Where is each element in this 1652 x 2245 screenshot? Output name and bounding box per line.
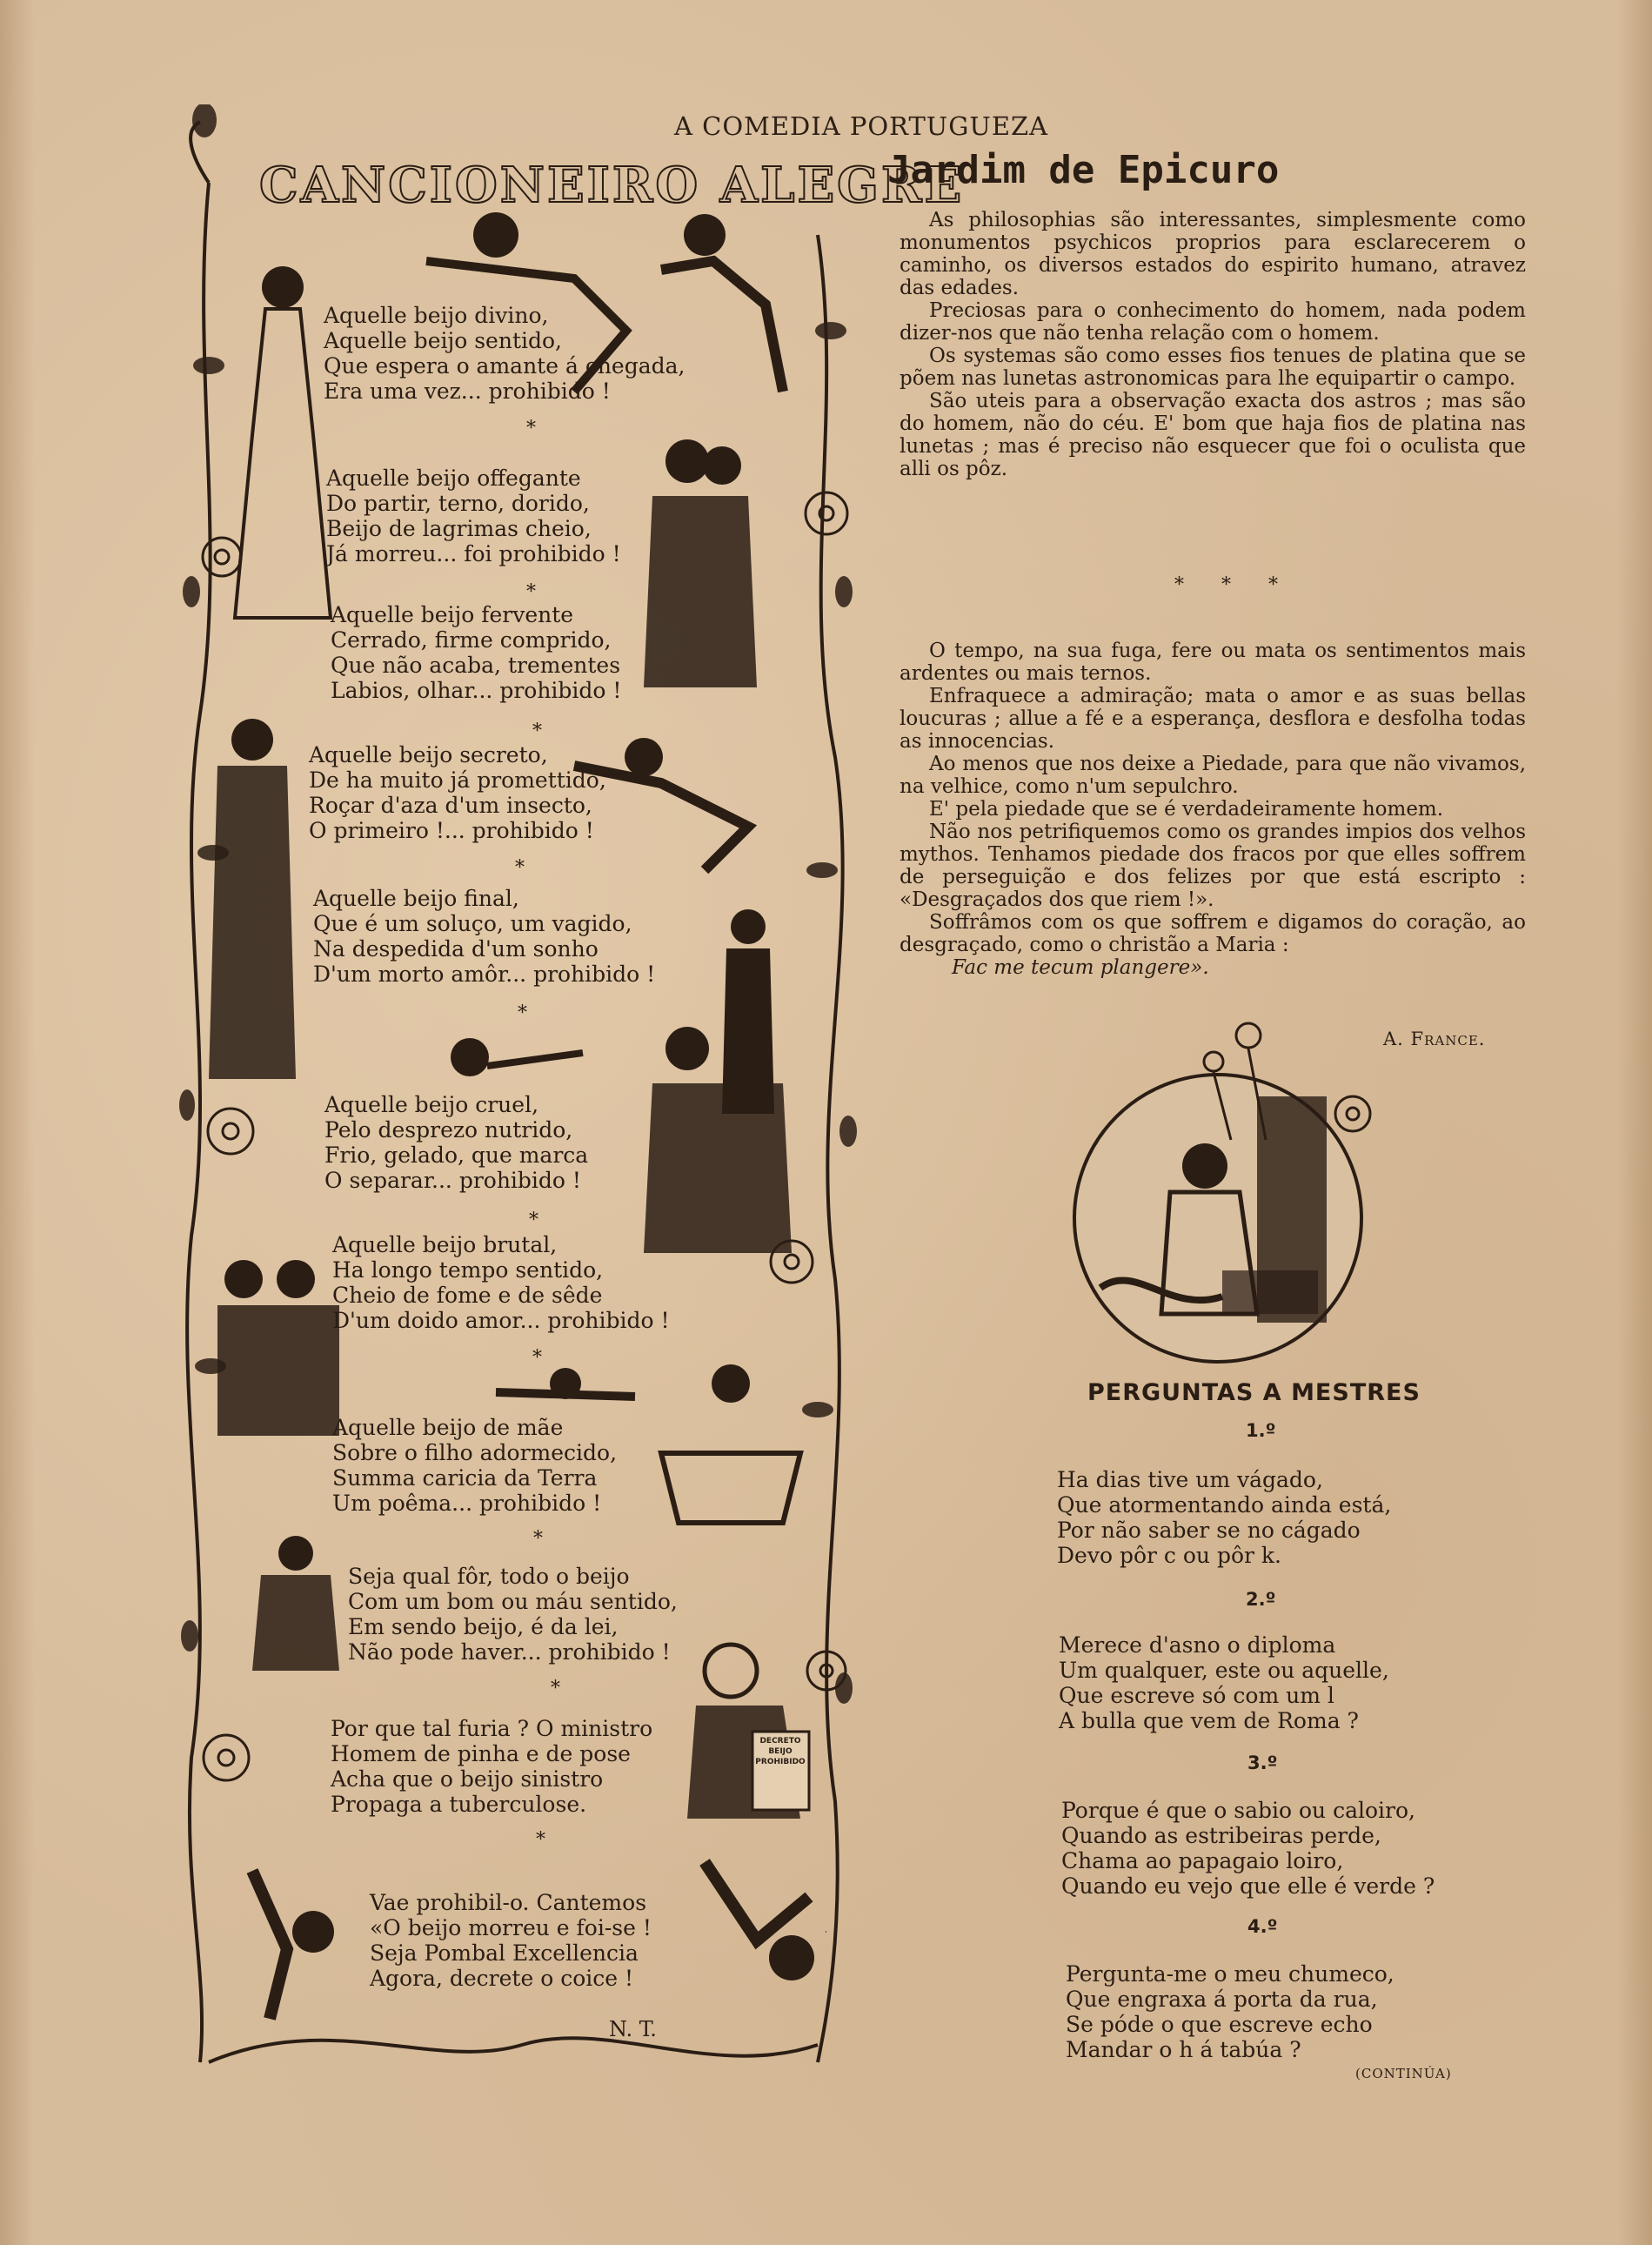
stanza-8: Aquelle beijo de mãe Sobre o filho adormecido, Summa caricia da Terra Um poêma... prohibido ! (332, 1415, 618, 1516)
question-verse-4: Pergunta-me o meu chumeco, Que engraxa á porta da rua, Se póde o que escreve echo Mandar o h á tabúa ? (1066, 1961, 1395, 2062)
stanza-6: Aquelle beijo cruel, Pelo desprezo nutrido, Frio, gelado, que marca O separar... prohibido ! (324, 1092, 589, 1193)
jardim-section-2 (900, 640, 1526, 979)
stanza-separator: * (526, 581, 536, 603)
illustration-embracing-couple (626, 426, 774, 696)
stanza-separator: * (551, 1678, 560, 1699)
stanza-9: Seja qual fôr, todo o beijo Com um bom ou máu sentido, Em sendo beijo, é da lei, Não pode haver... prohibido ! (348, 1564, 678, 1665)
jardim-section-1 (900, 209, 1526, 480)
illustration-pointing-man (444, 1027, 592, 1096)
stanza-separator: * (532, 1347, 542, 1369)
jardim-title: Jardim de Epicuro (887, 148, 1280, 192)
paragraph: E' pela piedade que se é verdadeiramente homem. (929, 798, 1444, 821)
paragraph: Preciosas para o conhecimento do homem, nada podem dizer-nos que não tenha relação com o homem. (900, 299, 1526, 345)
illustration-mother-cradle (635, 1357, 809, 1531)
illustration-minister-bald (679, 1636, 818, 1827)
illustration-couple-bottom-left (244, 1531, 348, 1679)
continua-note: (CONTINÚA) (1355, 2066, 1452, 2081)
paragraph: O tempo, na sua fuga, fere ou mata os sentimentos mais ardentes ou mais ternos. (900, 640, 1526, 685)
stanza-separator: * (529, 1210, 538, 1231)
stanza-separator: * (515, 857, 525, 879)
stanza-2: Aquelle beijo offegante Do partir, terno, dorido, Beijo de lagrimas cheio, Já morreu... foi prohibido ! (326, 466, 621, 566)
illustration-couple-quarrel (635, 1018, 800, 1262)
running-head: A COMEDIA PORTUGUEZA (674, 111, 1049, 141)
latin-quote: Fac me tecum plangere». (952, 956, 1209, 979)
stanza-1: Aquelle beijo divino, Aquelle beijo sentido, Que espera o amante á chegada, Era uma vez... prohibido ! (324, 303, 686, 404)
stanza-separator: * (536, 1829, 545, 1851)
paragraph: Ao menos que nos deixe a Piedade, para que não vivamos, na velhice, como n'um sepulchro. (900, 753, 1526, 798)
paragraph: Soffrâmos com os que soffrem e digamos do coração, ao desgraçado, como o christão a Maria : (900, 911, 1526, 956)
illustration-couple-brutal (200, 1253, 348, 1444)
paragraph: As philosophias são interessantes, simplesmente como monumentos psychicos proprios para esclarecerem o caminho, os diversos estados do espirito humano, atravez das edades. (900, 209, 1526, 299)
question-number: 2.º (1246, 1589, 1276, 1610)
stanza-3: Aquelle beijo fervente Cerrado, firme comprido, Que não acaba, trementes Labios, olhar... prohibido ! (331, 602, 622, 703)
stanza-10: Por que tal furia ? O ministro Homem de pinha e de pose Acha que o beijo sinistro Propaga a tuberculose. (331, 1716, 653, 1817)
perguntas-title: PERGUNTAS A MESTRES (1087, 1379, 1421, 1406)
stanza-separator: * (533, 1528, 543, 1550)
poem-signature: N. T. (609, 2017, 657, 2041)
question-number: 4.º (1247, 1916, 1278, 1937)
stanza-separator: * (526, 418, 536, 439)
paragraph: Não nos petrifiquemos como os grandes impios dos velhos mythos. Tenhamos piedade dos fracos por que elles soffrem de perseguição e dos felizes por que está escripto : «Desgraçados dos que riem !». (900, 821, 1526, 911)
illustration-couple-kissing-left (191, 714, 304, 1088)
stanza-5: Aquelle beijo final, Que é um soluço, um vagido, Na despedida d'um sonho D'um morto amôr... prohibido ! (313, 886, 656, 987)
cancioneiro-title: CANCIONEIRO ALEGRE (259, 157, 965, 214)
paragraph: Os systemas são como esses fios tenues de platina que se põem nas lunetas astronomicas para lhe equipartir o campo. (900, 345, 1526, 390)
paragraph: Enfraquece a admiração; mata o amor e as suas bellas loucuras ; allue a fé e a esperança, desflora e desfolha todas as innocencias. (900, 685, 1526, 753)
illustration-woman-weeping-vignette (1048, 1001, 1396, 1366)
decree-sign-label: DECRETO BEIJO PROHIBIDO (755, 1737, 806, 1766)
stanza-11: Vae prohibil-o. Cantemos «O beijo morreu e foi-se ! Seja Pombal Excellencia Agora, decrete o coice ! (370, 1890, 652, 1991)
section-stars: * * * (1174, 574, 1294, 596)
paper-edge-left (0, 0, 35, 2245)
stanza-separator: * (518, 1002, 527, 1024)
question-number: 3.º (1247, 1752, 1278, 1773)
stanza-separator: * (532, 720, 542, 742)
quote-author: A. France. (1383, 1029, 1486, 1049)
question-number: 1.º (1246, 1420, 1276, 1441)
question-verse-1: Ha dias tive um vágado, Que atormentando ainda está, Por não saber se no cágado Devo pôr c ou pôr k. (1057, 1467, 1392, 1568)
question-verse-3: Porque é que o sabio ou caloiro, Quando as estribeiras perde, Chama ao papagaio loiro, Quando eu vejo que elle é verde ? (1061, 1798, 1435, 1899)
paper-edge-right (1617, 0, 1652, 2245)
paragraph: São uteis para a observação exacta dos astros ; mas são do homem, não do céu. E' bom que haja fios de platina nas lunetas ; mas é preciso não esquecer que foi o oculista que alli os pôz. (900, 390, 1526, 480)
stanza-7: Aquelle beijo brutal, Ha longo tempo sentido, Cheio de fome e de sêde D'um doido amor... prohibido ! (332, 1232, 670, 1333)
question-verse-2: Merece d'asno o diploma Um qualquer, este ou aquelle, Que escreve só com um l A bulla que vem de Roma ? (1059, 1632, 1389, 1733)
stanza-4: Aquelle beijo secreto, De ha muito já promettido, Roçar d'aza d'um insecto, O primeiro !... prohibido ! (309, 742, 606, 843)
